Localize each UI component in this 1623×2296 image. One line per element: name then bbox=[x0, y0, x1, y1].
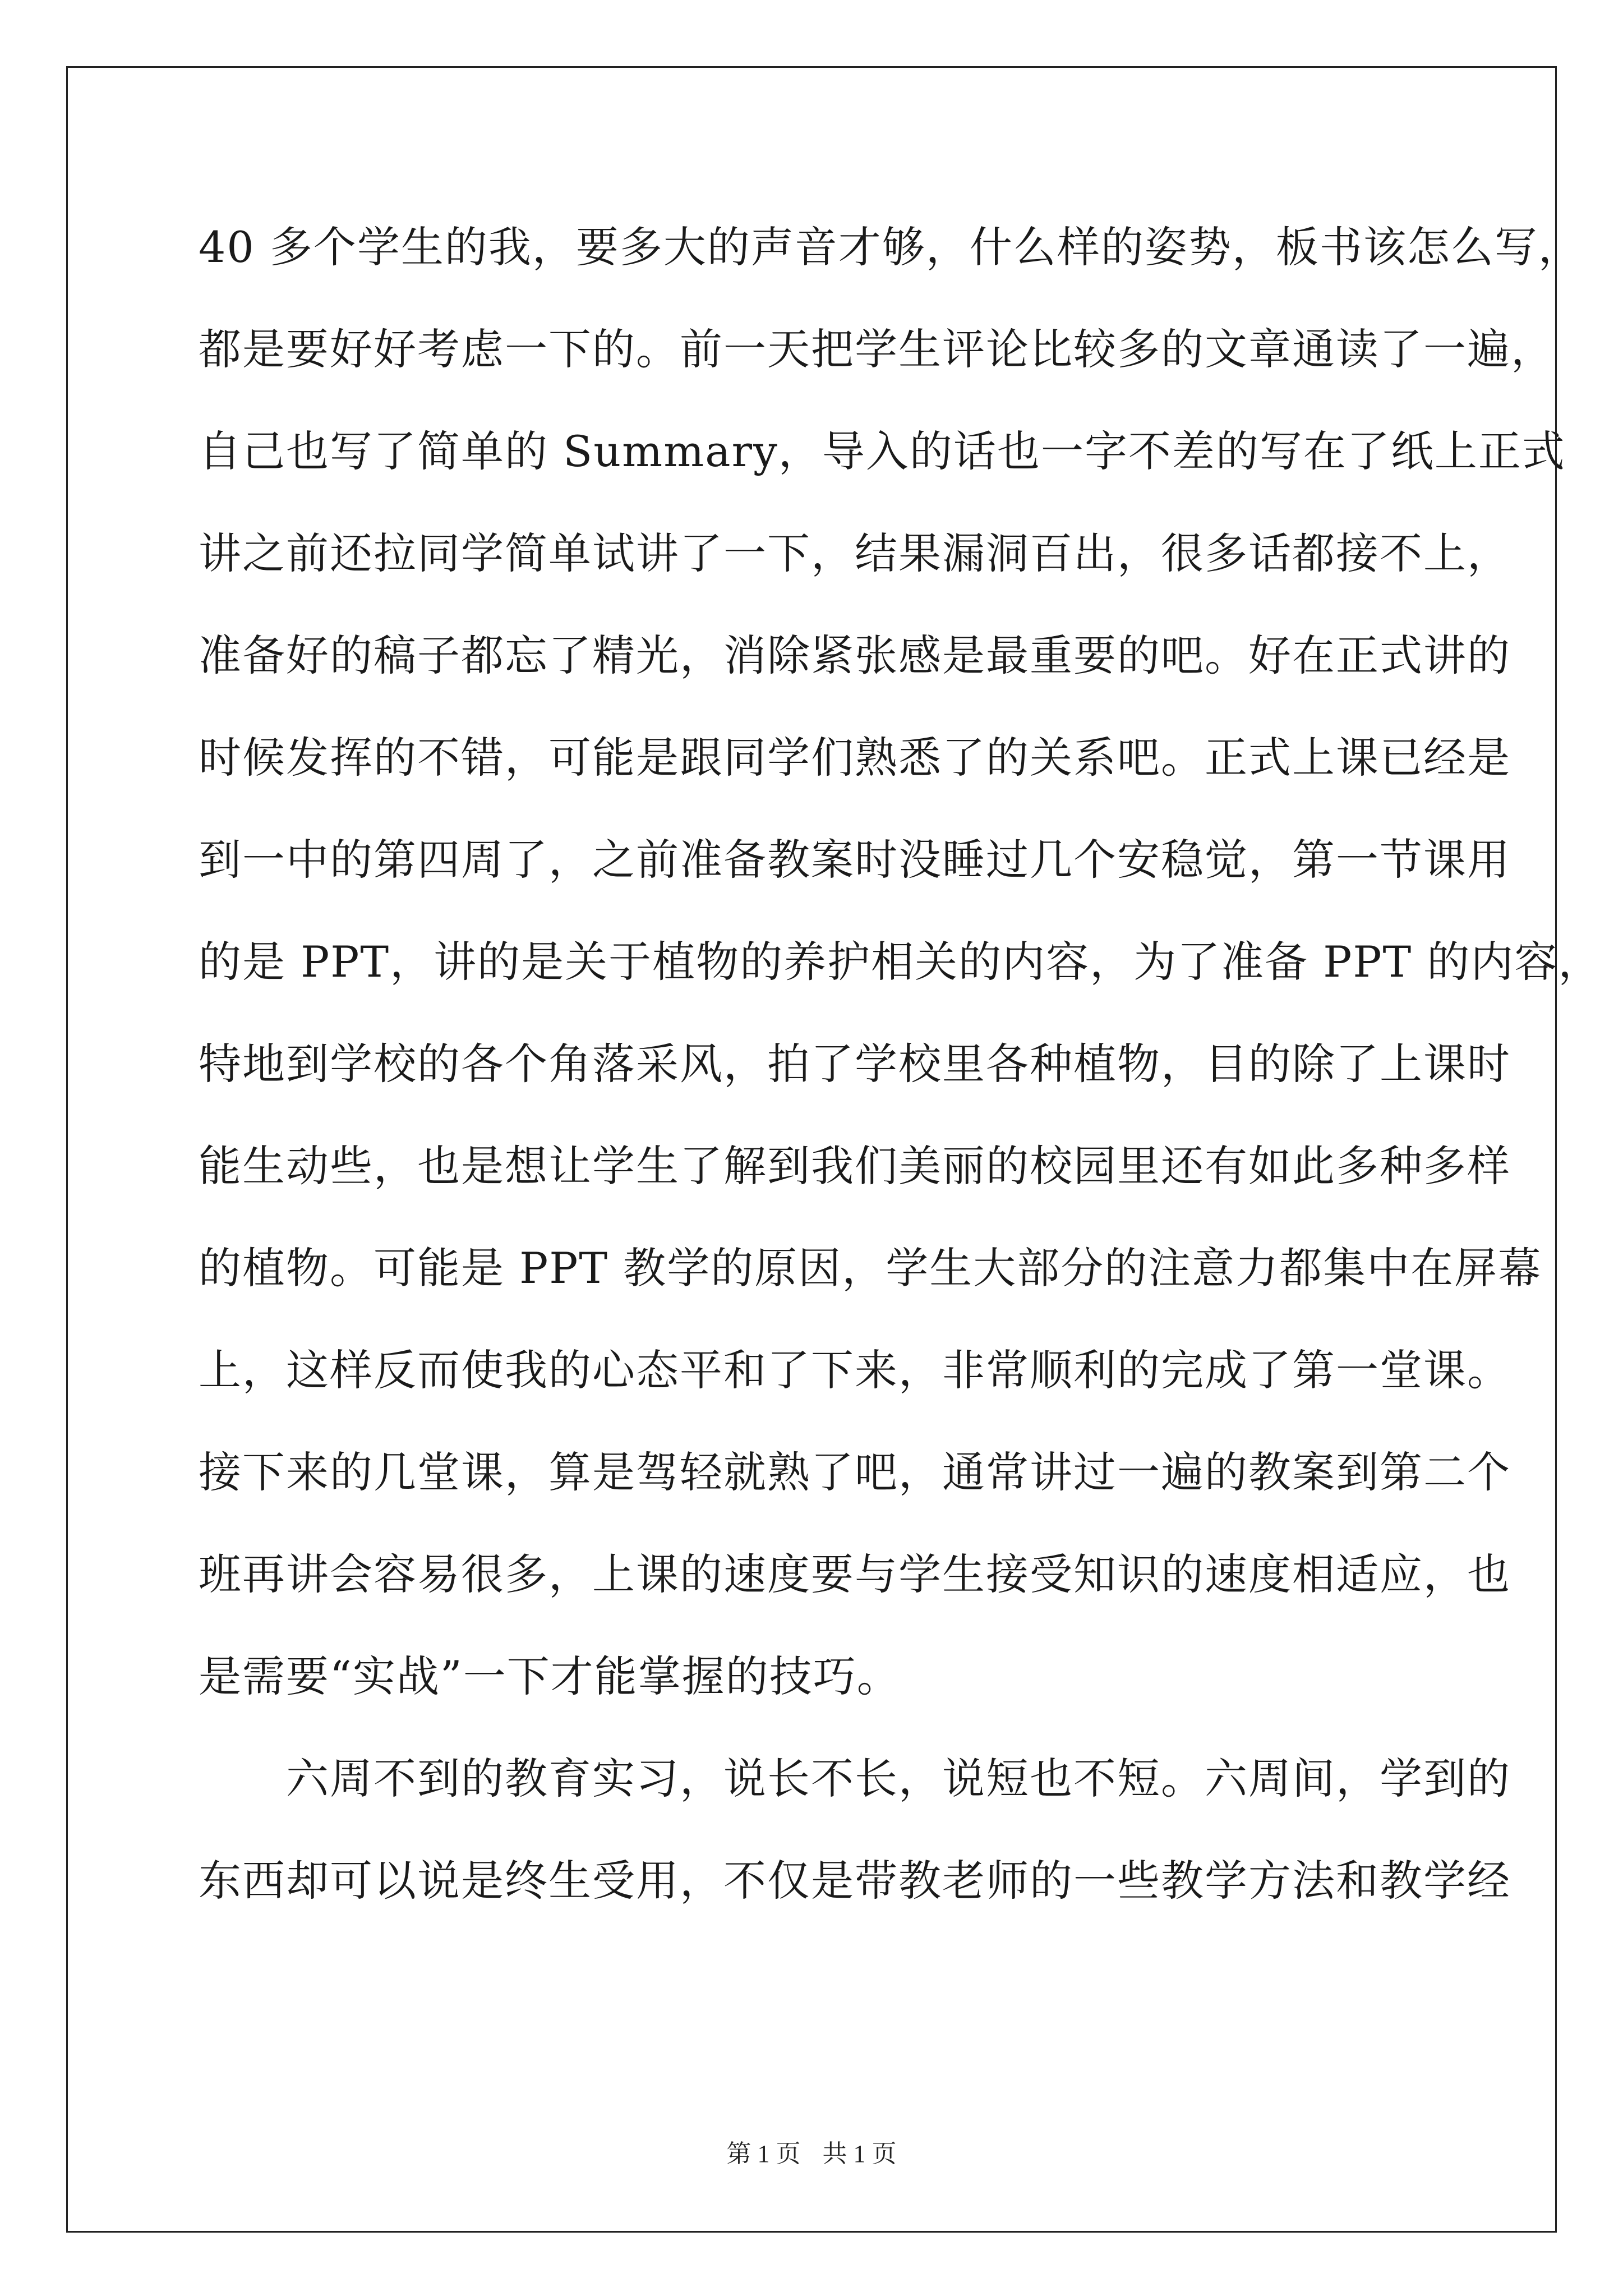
text-line: 六周不到的教育实习，说长不长，说短也不短。六周间，学到的 bbox=[199, 1754, 1511, 1803]
text-line: 能生动些，也是想让学生了解到我们美丽的校园里还有如此多种多样 bbox=[199, 1141, 1511, 1191]
text-line: 接下来的几堂课，算是驾轻就熟了吧，通常讲过一遍的教案到第二个 bbox=[199, 1447, 1511, 1497]
text-line: 自己也写了简单的 Summary，导入的话也一字不差的写在了纸上正式 bbox=[199, 426, 1566, 476]
text-line: 是需要“实战”一下才能掌握的技巧。 bbox=[199, 1651, 901, 1701]
text-line: 准备好的稿子都忘了精光，消除紧张感是最重要的吧。好在正式讲的 bbox=[199, 631, 1511, 680]
document-body bbox=[199, 222, 1602, 1957]
text-line: 讲之前还拉同学简单试讲了一下，结果漏洞百出，很多话都接不上， bbox=[199, 528, 1511, 578]
text-line: 都是要好好考虑一下的。前一天把学生评论比较多的文章通读了一遍， bbox=[199, 324, 1555, 374]
text-line: 班再讲会容易很多，上课的速度要与学生接受知识的速度相适应，也 bbox=[199, 1549, 1511, 1599]
text-line: 上，这样反而使我的心态平和了下来，非常顺利的完成了第一堂课。 bbox=[199, 1345, 1511, 1395]
page-footer bbox=[0, 2138, 1623, 2170]
text-line: 东西却可以说是终生受用，不仅是带教老师的一些教学方法和教学经 bbox=[199, 1856, 1511, 1906]
text-line: 时候发挥的不错，可能是跟同学们熟悉了的关系吧。正式上课已经是 bbox=[199, 733, 1511, 783]
text-line: 40 多个学生的我，要多大的声音才够，什么样的姿势，板书该怎么写， bbox=[199, 222, 1582, 272]
text-line: 到一中的第四周了，之前准备教案时没睡过几个安稳觉，第一节课用 bbox=[199, 835, 1511, 885]
page-total: 共 1 页 bbox=[822, 2140, 897, 2168]
page-number: 第 1 页 bbox=[726, 2140, 801, 2168]
text-line: 的植物。可能是 PPT 教学的原因，学生大部分的注意力都集中在屏幕 bbox=[199, 1243, 1542, 1293]
text-line: 特地到学校的各个角落采风，拍了学校里各种植物，目的除了上课时 bbox=[199, 1039, 1511, 1089]
text-line: 的是 PPT，讲的是关于植物的养护相关的内容，为了准备 PPT 的内容， bbox=[199, 937, 1602, 987]
